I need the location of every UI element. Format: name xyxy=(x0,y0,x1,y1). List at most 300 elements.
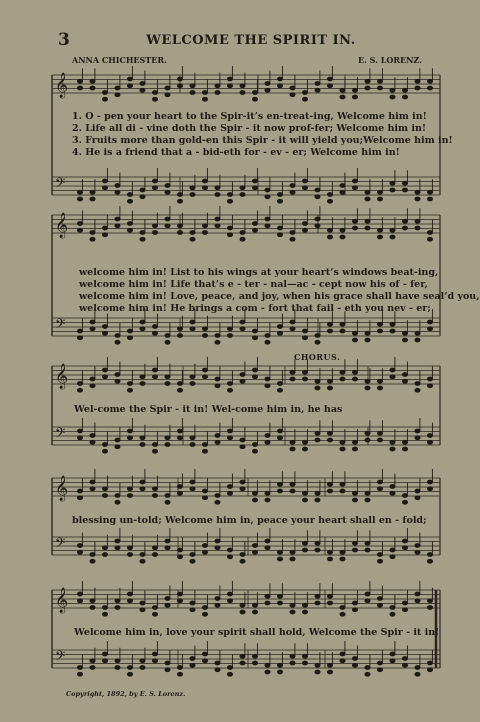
note-head xyxy=(77,592,82,596)
note-head xyxy=(77,496,82,500)
note-head xyxy=(190,480,195,484)
note-head xyxy=(277,557,282,561)
note-head xyxy=(152,606,157,610)
note-head xyxy=(165,224,170,228)
note-head xyxy=(277,670,282,674)
note-head xyxy=(352,447,357,451)
note-head xyxy=(365,541,370,545)
note-head xyxy=(177,199,182,203)
note-head xyxy=(252,179,257,183)
note-head xyxy=(202,334,207,338)
note-head xyxy=(290,654,295,658)
note-head xyxy=(265,377,270,381)
note-head xyxy=(365,491,370,495)
note-head xyxy=(240,553,245,557)
note-head xyxy=(365,197,370,201)
note-head xyxy=(152,325,157,329)
note-head xyxy=(90,327,95,331)
note-head xyxy=(265,88,270,92)
note-head xyxy=(402,188,407,192)
note-head xyxy=(165,443,170,447)
note-head xyxy=(215,539,220,543)
note-head xyxy=(352,179,357,183)
note-head xyxy=(190,443,195,447)
note-head xyxy=(327,489,332,493)
note-head xyxy=(127,429,132,433)
note-head xyxy=(252,498,257,502)
note-head xyxy=(290,93,295,97)
note-head xyxy=(265,670,270,674)
note-head xyxy=(140,659,145,663)
note-head xyxy=(315,195,320,199)
note-head xyxy=(90,599,95,603)
note-head xyxy=(102,449,107,453)
note-head xyxy=(90,231,95,235)
note-head xyxy=(190,327,195,331)
note-head xyxy=(402,608,407,612)
note-head xyxy=(402,373,407,377)
note-head xyxy=(152,494,157,498)
note-head xyxy=(165,603,170,607)
note-head xyxy=(277,382,282,386)
bass-clef-icon: 𝄢 xyxy=(55,175,66,194)
verse-line1-2: 2. Life all di - vine doth the Spir - it now prof-fer; Welcome him in! xyxy=(72,123,427,134)
note-head xyxy=(352,186,357,190)
note-head xyxy=(252,368,257,372)
page-number: 3 xyxy=(58,30,70,50)
note-head xyxy=(415,496,420,500)
note-head xyxy=(140,231,145,235)
note-head xyxy=(77,550,82,554)
note-head xyxy=(215,384,220,388)
note-head xyxy=(77,489,82,493)
note-head xyxy=(415,338,420,342)
note-head xyxy=(377,480,382,484)
note-head xyxy=(402,226,407,230)
note-head xyxy=(127,672,132,676)
note-head xyxy=(165,340,170,344)
note-head xyxy=(277,489,282,493)
note-head xyxy=(140,559,145,563)
composer-credit: E. S. LORENZ. xyxy=(358,55,422,65)
note-head xyxy=(227,555,232,559)
note-head xyxy=(352,491,357,495)
note-head xyxy=(340,377,345,381)
note-head xyxy=(390,329,395,333)
note-head xyxy=(152,331,157,335)
note-head xyxy=(427,384,432,388)
note-head xyxy=(140,82,145,86)
hymn-title: WELCOME THE SPIRIT IN. xyxy=(146,33,356,48)
note-head xyxy=(390,606,395,610)
note-head xyxy=(327,199,332,203)
note-head xyxy=(190,193,195,197)
note-head xyxy=(377,329,382,333)
note-head xyxy=(177,193,182,197)
note-head xyxy=(277,77,282,81)
note-head xyxy=(302,370,307,374)
verse-line1-4: 4. He is a friend that a - bid-eth for - ev - er; Welcome him in! xyxy=(72,147,400,158)
note-head xyxy=(327,235,332,239)
note-head xyxy=(377,235,382,239)
note-head xyxy=(77,666,82,670)
note-head xyxy=(77,222,82,226)
note-head xyxy=(302,447,307,451)
note-head xyxy=(365,379,370,383)
note-head xyxy=(102,659,107,663)
note-head xyxy=(190,382,195,386)
note-head xyxy=(340,322,345,326)
note-head xyxy=(77,329,82,333)
note-head xyxy=(277,199,282,203)
note-head xyxy=(177,334,182,338)
note-head xyxy=(190,91,195,95)
note-head xyxy=(402,663,407,667)
note-head xyxy=(265,539,270,543)
note-head xyxy=(102,233,107,237)
note-head xyxy=(190,436,195,440)
note-head xyxy=(340,612,345,616)
note-head xyxy=(240,438,245,442)
note-head xyxy=(327,431,332,435)
note-head xyxy=(177,388,182,392)
note-head xyxy=(377,379,382,383)
note-head xyxy=(402,657,407,661)
note-head xyxy=(415,382,420,386)
note-head xyxy=(265,217,270,221)
note-head xyxy=(327,193,332,197)
note-head xyxy=(140,436,145,440)
note-head xyxy=(265,340,270,344)
note-head xyxy=(240,231,245,235)
note-head xyxy=(127,546,132,550)
note-head xyxy=(340,329,345,333)
note-head xyxy=(215,546,220,550)
note-head xyxy=(177,555,182,559)
note-head xyxy=(102,368,107,372)
note-head xyxy=(127,487,132,491)
note-head xyxy=(165,539,170,543)
note-head xyxy=(302,222,307,226)
note-head xyxy=(152,449,157,453)
note-head xyxy=(365,86,370,90)
note-head xyxy=(202,186,207,190)
note-head xyxy=(115,190,120,194)
note-head xyxy=(227,77,232,81)
note-head xyxy=(277,388,282,392)
note-head xyxy=(152,91,157,95)
note-head xyxy=(365,431,370,435)
note-head xyxy=(402,546,407,550)
note-head xyxy=(127,382,132,386)
note-head xyxy=(415,388,420,392)
note-head xyxy=(427,79,432,83)
note-head xyxy=(352,370,357,374)
note-head xyxy=(365,666,370,670)
note-head xyxy=(427,320,432,324)
note-head xyxy=(240,487,245,491)
note-head xyxy=(265,498,270,502)
note-head xyxy=(202,368,207,372)
note-head xyxy=(290,377,295,381)
note-head xyxy=(165,217,170,221)
note-head xyxy=(315,386,320,390)
note-head xyxy=(390,548,395,552)
note-head xyxy=(277,482,282,486)
note-head xyxy=(427,559,432,563)
note-head xyxy=(227,193,232,197)
note-head xyxy=(302,603,307,607)
note-head xyxy=(90,377,95,381)
chorus-label: CHORUS. xyxy=(294,352,341,362)
note-head xyxy=(340,228,345,232)
note-head xyxy=(415,489,420,493)
note-head xyxy=(402,447,407,451)
note-head xyxy=(265,601,270,605)
note-head xyxy=(427,237,432,241)
note-head xyxy=(302,91,307,95)
note-head xyxy=(377,322,382,326)
note-head xyxy=(327,594,332,598)
note-head xyxy=(315,548,320,552)
note-head xyxy=(115,373,120,377)
note-head xyxy=(127,666,132,670)
author-credit: ANNA CHICHESTER. xyxy=(72,55,167,65)
note-head xyxy=(115,379,120,383)
note-head xyxy=(102,331,107,335)
note-head xyxy=(427,86,432,90)
note-head xyxy=(202,612,207,616)
note-head xyxy=(377,197,382,201)
note-head xyxy=(90,86,95,90)
note-head xyxy=(252,443,257,447)
note-head xyxy=(140,487,145,491)
note-head xyxy=(315,541,320,545)
note-head xyxy=(127,494,132,498)
note-head xyxy=(327,482,332,486)
note-head xyxy=(252,228,257,232)
note-head xyxy=(327,386,332,390)
note-head xyxy=(215,91,220,95)
note-head xyxy=(165,668,170,672)
note-head xyxy=(327,329,332,333)
note-head xyxy=(240,193,245,197)
note-head xyxy=(340,447,345,451)
note-head xyxy=(252,222,257,226)
note-head xyxy=(265,224,270,228)
note-head xyxy=(277,331,282,335)
note-head xyxy=(352,338,357,342)
note-head xyxy=(90,197,95,201)
note-head xyxy=(340,370,345,374)
note-head xyxy=(302,654,307,658)
note-head xyxy=(290,327,295,331)
note-head xyxy=(140,195,145,199)
verse-line1-1: 1. O - pen your heart to the Spir-it’s en-treat-ing, Welcome him in! xyxy=(72,111,427,122)
note-head xyxy=(352,663,357,667)
bass-clef-icon: 𝄢 xyxy=(55,648,66,667)
note-head xyxy=(377,79,382,83)
note-head xyxy=(290,370,295,374)
note-head xyxy=(402,88,407,92)
note-head xyxy=(215,440,220,444)
note-head xyxy=(202,97,207,101)
note-head xyxy=(415,544,420,548)
note-head xyxy=(415,599,420,603)
note-head xyxy=(302,179,307,183)
note-head xyxy=(340,440,345,444)
note-head xyxy=(352,548,357,552)
note-head xyxy=(215,334,220,338)
note-head xyxy=(340,652,345,656)
note-head xyxy=(102,226,107,230)
note-head xyxy=(127,388,132,392)
note-head xyxy=(277,436,282,440)
note-head xyxy=(390,659,395,663)
note-head xyxy=(215,224,220,228)
note-head xyxy=(77,86,82,90)
note-head xyxy=(402,494,407,498)
note-head xyxy=(77,197,82,201)
note-head xyxy=(140,553,145,557)
chorus-line-3: Welcome him in, love your spirit shall hold, Welcome the Spir - it in! xyxy=(74,627,440,638)
note-head xyxy=(390,188,395,192)
note-head xyxy=(377,431,382,435)
note-head xyxy=(90,79,95,83)
note-head xyxy=(202,231,207,235)
note-head xyxy=(227,327,232,331)
note-head xyxy=(415,226,420,230)
note-head xyxy=(327,550,332,554)
note-head xyxy=(127,199,132,203)
note-head xyxy=(277,193,282,197)
note-head xyxy=(240,91,245,95)
note-head xyxy=(202,224,207,228)
note-head xyxy=(152,487,157,491)
note-head xyxy=(340,235,345,239)
note-head xyxy=(190,663,195,667)
note-head xyxy=(302,377,307,381)
note-head xyxy=(240,237,245,241)
note-head xyxy=(390,88,395,92)
note-head xyxy=(177,592,182,596)
note-head xyxy=(102,91,107,95)
note-head xyxy=(140,88,145,92)
note-head xyxy=(340,184,345,188)
note-head xyxy=(152,443,157,447)
note-head xyxy=(240,84,245,88)
note-head xyxy=(115,86,120,90)
note-head xyxy=(427,440,432,444)
note-head xyxy=(177,77,182,81)
note-head xyxy=(177,491,182,495)
note-head xyxy=(127,436,132,440)
note-head xyxy=(327,438,332,442)
note-head xyxy=(227,666,232,670)
note-head xyxy=(215,603,220,607)
note-head xyxy=(90,666,95,670)
note-head xyxy=(190,657,195,661)
note-head xyxy=(77,599,82,603)
note-head xyxy=(315,431,320,435)
note-head xyxy=(390,447,395,451)
note-head xyxy=(315,670,320,674)
note-head xyxy=(102,443,107,447)
note-head xyxy=(277,233,282,237)
note-head xyxy=(77,388,82,392)
note-head xyxy=(190,553,195,557)
note-head xyxy=(190,601,195,605)
note-head xyxy=(277,84,282,88)
note-head xyxy=(352,377,357,381)
note-head xyxy=(252,329,257,333)
note-head xyxy=(90,320,95,324)
note-head xyxy=(377,228,382,232)
note-head xyxy=(215,661,220,665)
note-head xyxy=(90,434,95,438)
note-head xyxy=(115,546,120,550)
note-head xyxy=(165,546,170,550)
note-head xyxy=(302,440,307,444)
note-head xyxy=(352,88,357,92)
note-head xyxy=(427,599,432,603)
note-head xyxy=(315,188,320,192)
note-head xyxy=(90,606,95,610)
note-head xyxy=(240,327,245,331)
note-head xyxy=(265,440,270,444)
note-head xyxy=(415,672,420,676)
note-head xyxy=(202,327,207,331)
note-head xyxy=(202,91,207,95)
note-head xyxy=(302,498,307,502)
note-head xyxy=(390,235,395,239)
note-head xyxy=(165,190,170,194)
note-head xyxy=(377,386,382,390)
note-head xyxy=(427,434,432,438)
note-head xyxy=(190,186,195,190)
note-head xyxy=(290,86,295,90)
note-head xyxy=(177,599,182,603)
note-head xyxy=(115,606,120,610)
note-head xyxy=(252,610,257,614)
note-head xyxy=(190,84,195,88)
note-head xyxy=(202,544,207,548)
note-head xyxy=(290,231,295,235)
note-head xyxy=(227,233,232,237)
note-head xyxy=(152,652,157,656)
note-head xyxy=(102,186,107,190)
note-head xyxy=(402,181,407,185)
note-head xyxy=(315,88,320,92)
note-head xyxy=(252,544,257,548)
note-head xyxy=(177,672,182,676)
note-head xyxy=(290,237,295,241)
note-head xyxy=(152,231,157,235)
note-head xyxy=(127,329,132,333)
note-head xyxy=(390,485,395,489)
note-head xyxy=(102,375,107,379)
note-head xyxy=(140,382,145,386)
note-head xyxy=(202,652,207,656)
note-head xyxy=(327,77,332,81)
note-head xyxy=(252,97,257,101)
note-head xyxy=(152,553,157,557)
note-head xyxy=(340,95,345,99)
note-head xyxy=(265,384,270,388)
note-head xyxy=(227,485,232,489)
note-head xyxy=(165,597,170,601)
note-head xyxy=(265,546,270,550)
